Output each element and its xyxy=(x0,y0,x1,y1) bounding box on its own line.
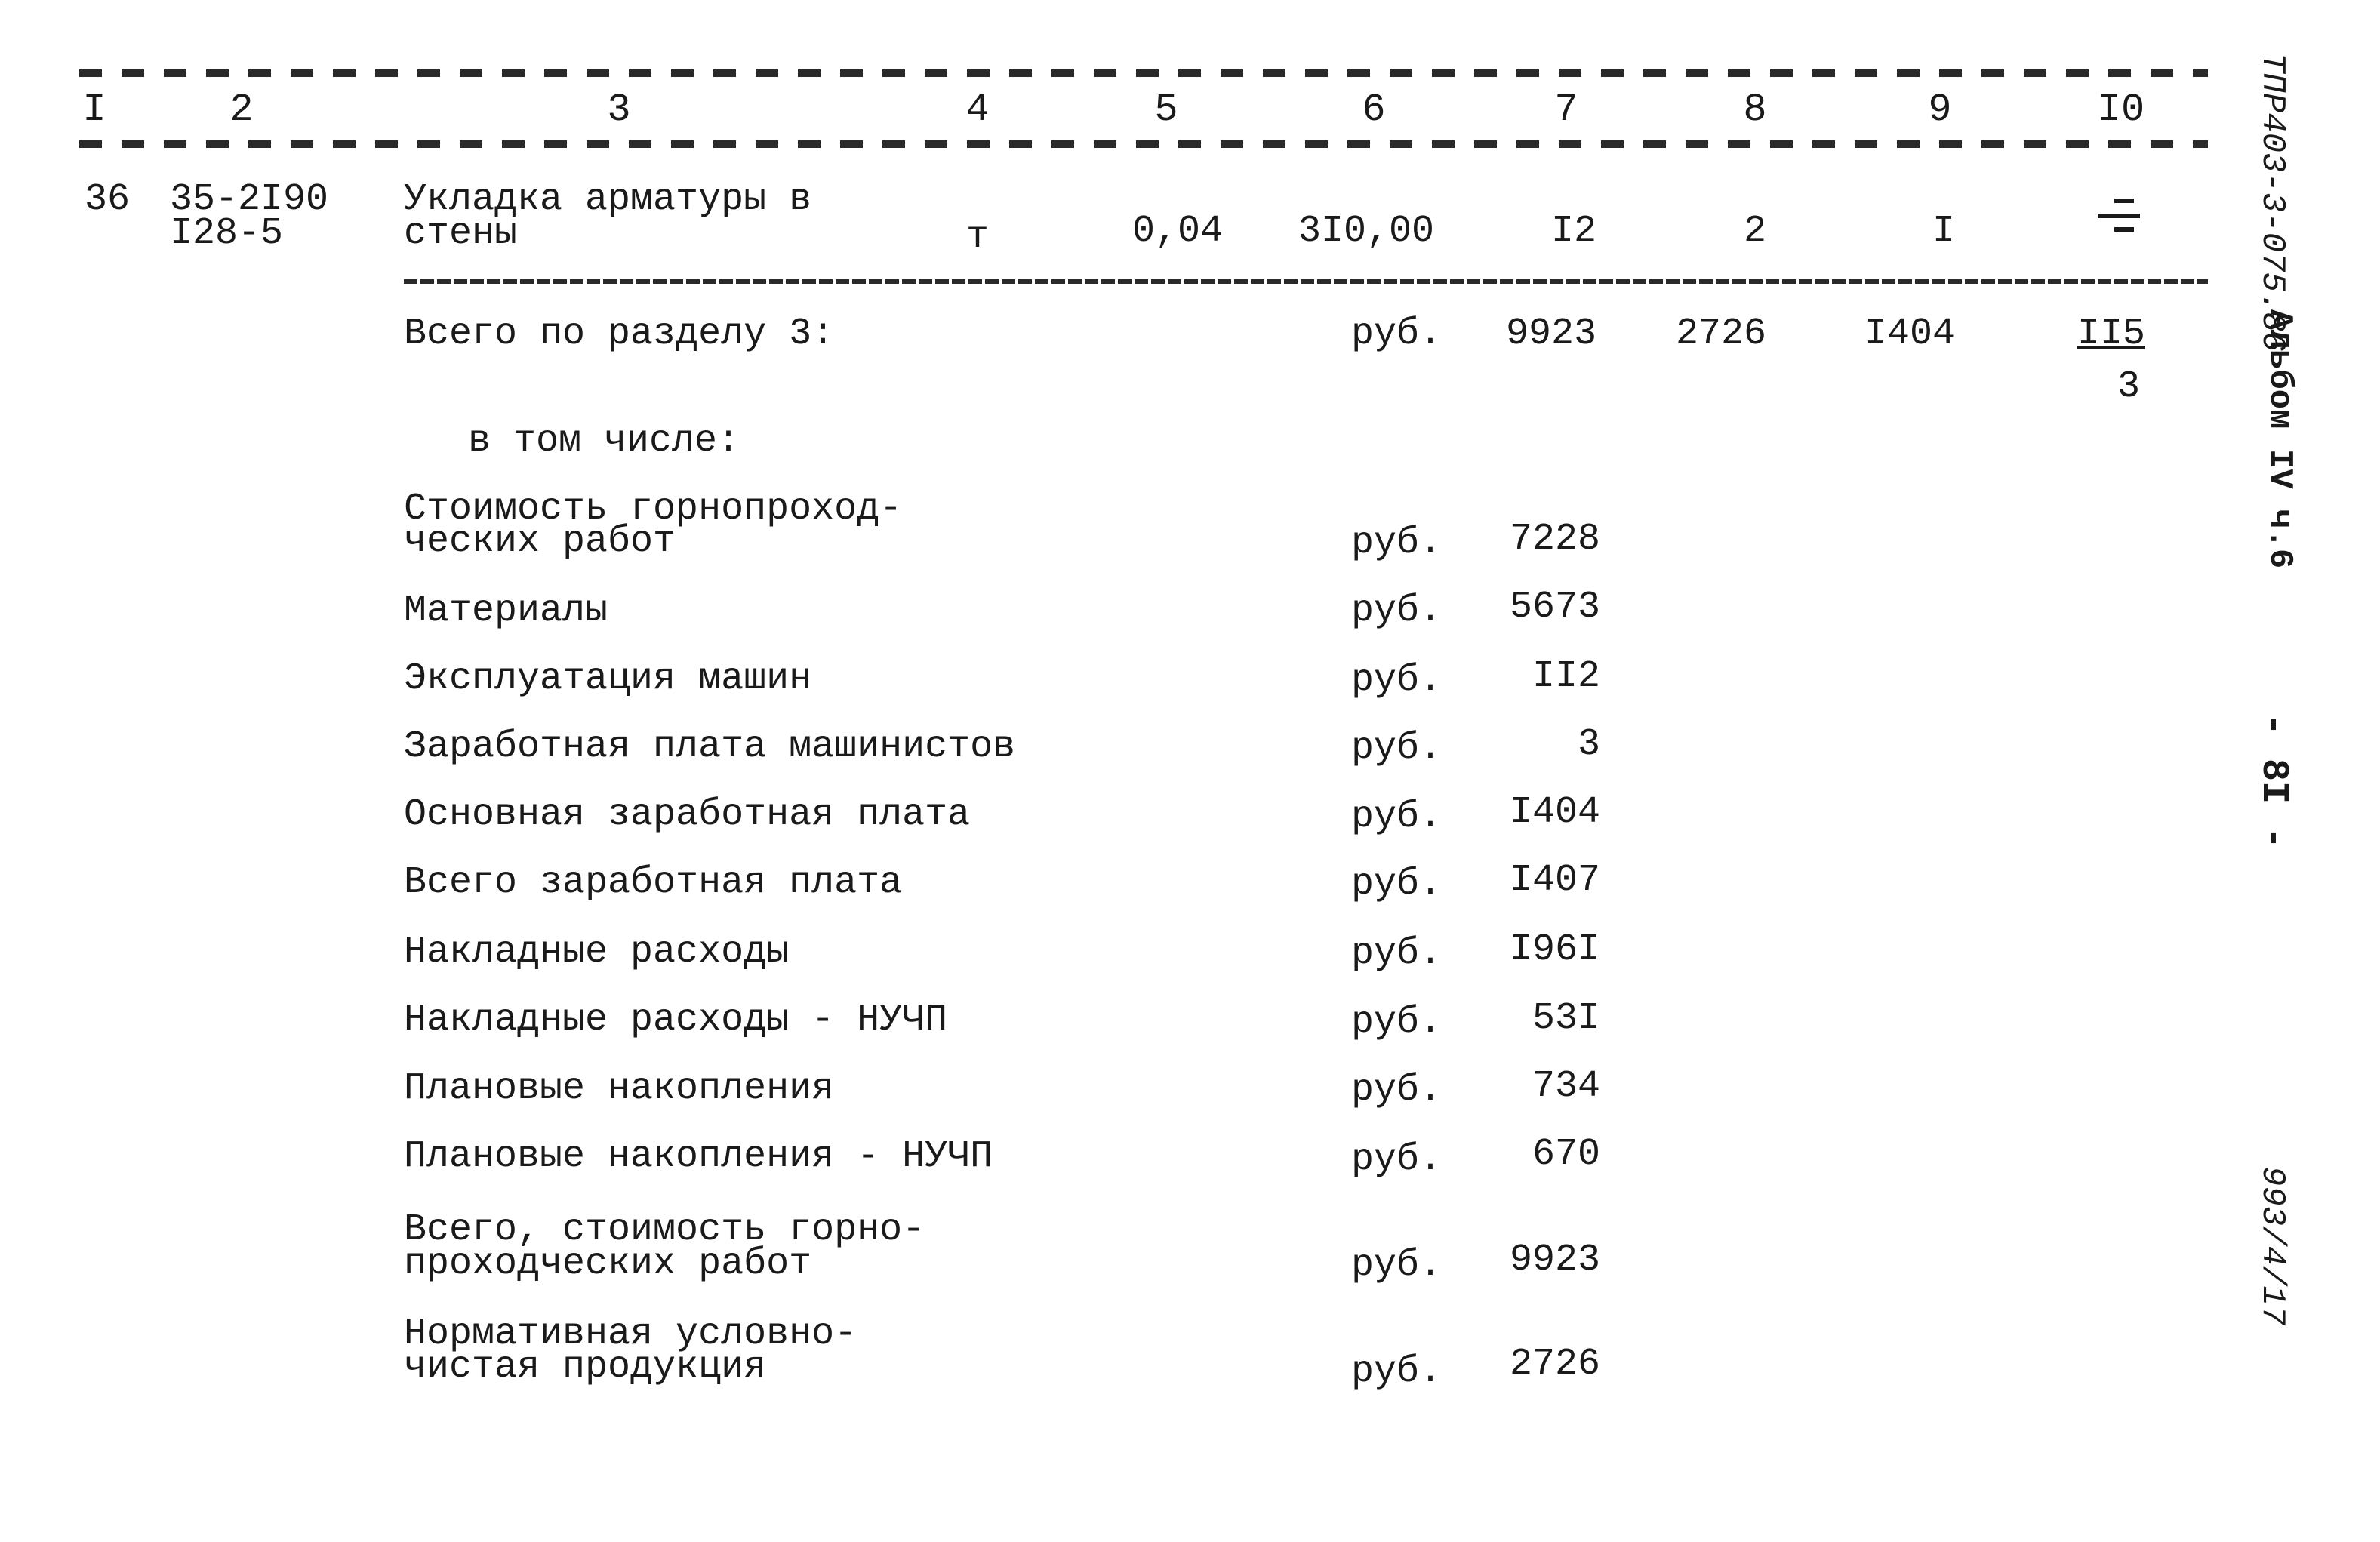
item-value: 2726 xyxy=(1509,1343,1600,1386)
col-header-5: 5 xyxy=(1154,88,1178,132)
item-value: 5673 xyxy=(1509,586,1600,629)
item-value: I407 xyxy=(1509,859,1600,902)
col-header-2: 2 xyxy=(229,88,254,132)
item-label-line1: Всего, стоимость горно- xyxy=(404,1208,925,1251)
item-value: 3 xyxy=(1577,723,1600,766)
total-col8: 2726 xyxy=(1675,312,1766,355)
total-unit: руб. xyxy=(1351,312,1442,355)
total-col9: I404 xyxy=(1864,312,1955,355)
header-top-rule xyxy=(79,69,2208,77)
col-header-6: 6 xyxy=(1362,88,1386,132)
item-label-line1: Заработная плата машинистов xyxy=(404,725,1016,768)
item-unit: руб. xyxy=(1351,522,1442,565)
item-unit: руб. xyxy=(1351,796,1442,839)
item-label-line2: проходческих работ xyxy=(404,1242,812,1285)
item-unit: руб. xyxy=(1351,1001,1442,1044)
margin-page-number: - 8I - xyxy=(2252,713,2295,850)
margin-doc-code: ТПР403-3-075.86 xyxy=(2253,53,2291,352)
item-label-line1: Нормативная условно- xyxy=(404,1313,857,1356)
item-value: I404 xyxy=(1509,791,1600,834)
item-value: 53I xyxy=(1532,997,1600,1040)
item-label-line1: Накладные расходы xyxy=(404,931,790,974)
margin-stamp: 993/4/17 xyxy=(2253,1166,2291,1326)
row-price: 3I0,00 xyxy=(1298,210,1434,253)
item-label-line1: Плановые накопления xyxy=(404,1067,835,1110)
subheading: в том числе: xyxy=(468,420,740,463)
item-unit: руб. xyxy=(1351,1244,1442,1287)
item-unit: руб. xyxy=(1351,1138,1442,1181)
col-header-4: 4 xyxy=(965,88,990,132)
row-col9: I xyxy=(1932,210,1955,253)
item-unit: руб. xyxy=(1351,589,1442,632)
row-separator xyxy=(404,279,2208,284)
total-col7: 9923 xyxy=(1505,312,1596,355)
col-header-3: 3 xyxy=(607,88,631,132)
row-unit: т xyxy=(965,216,989,259)
col-header-9: 9 xyxy=(1928,88,1952,132)
total-label: Всего по разделу 3: xyxy=(404,312,835,355)
item-unit: руб. xyxy=(1351,727,1442,770)
item-label-line2: чистая продукция xyxy=(404,1346,767,1389)
row-quantity: 0,04 xyxy=(1132,210,1223,253)
item-label-line1: Стоимость горнопроход- xyxy=(404,488,903,531)
row-col8: 2 xyxy=(1743,210,1766,253)
item-unit: руб. xyxy=(1351,1069,1442,1112)
item-value: 7228 xyxy=(1509,518,1600,561)
item-value: I96I xyxy=(1509,928,1600,971)
item-label-line1: Эксплуатация машин xyxy=(404,657,812,700)
col-header-7: 7 xyxy=(1554,88,1578,132)
row-col10-fraction-mark xyxy=(2095,195,2155,240)
item-label-line1: Всего заработная плата xyxy=(404,861,903,904)
row-description-line1: Укладка арматуры в xyxy=(404,178,812,221)
item-label-line1: Основная заработная плата xyxy=(404,793,971,836)
item-value: 670 xyxy=(1532,1133,1600,1176)
col-header-1: I xyxy=(82,88,106,132)
total-col10-bottom: 3 xyxy=(2117,365,2141,408)
item-unit: руб. xyxy=(1351,932,1442,975)
item-label-line1: Материалы xyxy=(404,589,608,632)
col-header-8: 8 xyxy=(1743,88,1767,132)
total-col10-top: II5 xyxy=(2077,312,2146,355)
header-bottom-rule xyxy=(79,140,2208,148)
margin-album: Альбом IV ч.6 xyxy=(2261,309,2298,569)
row-code-line2: I28-5 xyxy=(170,212,284,255)
item-value: 9923 xyxy=(1509,1239,1600,1282)
item-unit: руб. xyxy=(1351,1350,1442,1393)
item-unit: руб. xyxy=(1351,863,1442,906)
row-number: 36 xyxy=(85,178,131,221)
row-description-line2: стены xyxy=(404,212,518,255)
col-header-10: I0 xyxy=(2097,88,2145,132)
item-value: 734 xyxy=(1532,1065,1600,1108)
row-code-line1: 35-2I90 xyxy=(170,178,329,221)
item-value: II2 xyxy=(1532,655,1600,698)
item-label-line1: Накладные расходы - НУЧП xyxy=(404,999,948,1042)
row-col7: I2 xyxy=(1550,210,1596,253)
item-label-line1: Плановые накопления - НУЧП xyxy=(404,1135,993,1178)
item-unit: руб. xyxy=(1351,659,1442,702)
item-label-line2: ческих работ xyxy=(404,520,676,563)
